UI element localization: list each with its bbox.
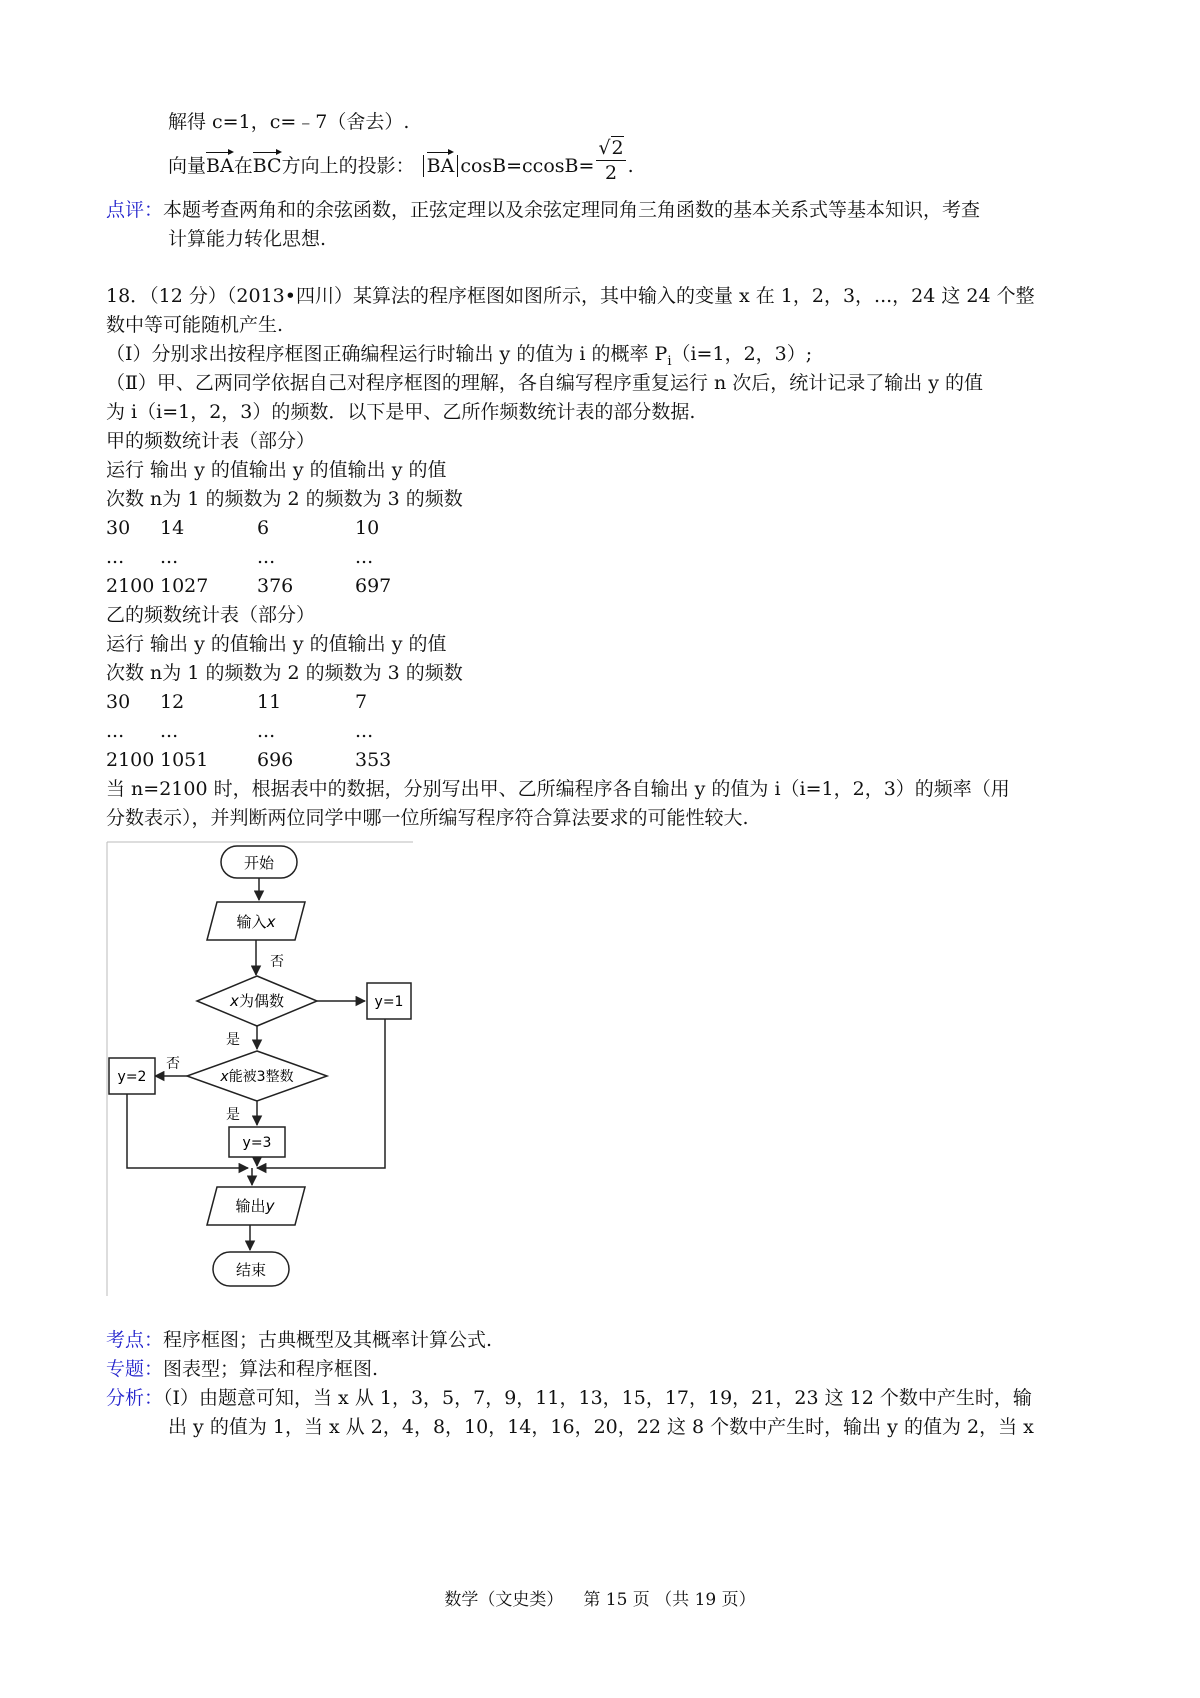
projection-period: . — [627, 155, 634, 177]
projection-line — [168, 136, 634, 185]
table-row-cell: 1027 — [160, 575, 209, 597]
table-row-cell: ... — [257, 546, 276, 568]
sqrt-radicand: 2 — [611, 136, 624, 159]
abs-vector-ba-text: BA — [427, 148, 455, 178]
kaodian-text: 程序框图；古典概型及其概率计算公式. — [163, 1329, 493, 1351]
table-row-cell: 30 — [106, 517, 131, 539]
table-row-cell: 30 — [106, 691, 131, 713]
comment-line-1 — [106, 198, 980, 222]
comment-label: 点评： — [106, 199, 164, 221]
problem-part2-line-2: 为 i（i=1，2，3）的频数．以下是甲、乙所作频数统计表的部分数据. — [106, 401, 696, 423]
table-yi-header-1: 运行 输出 y 的值输出 y 的值输出 y 的值 — [106, 633, 447, 655]
footer-page: 第 15 页 （共 19 页） — [583, 1590, 756, 1610]
table-yi-title: 乙的频数统计表（部分） — [106, 604, 316, 626]
table-row-cell: 697 — [355, 575, 392, 597]
vector-ba: BA — [206, 148, 234, 178]
no-label-left: 否 — [166, 1056, 180, 1072]
table-row-cell: 10 — [355, 517, 380, 539]
table-yi-header-2: 次数 n为 1 的频数为 2 的频数为 3 的频数 — [106, 662, 463, 684]
table-row-cell: 12 — [160, 691, 185, 713]
assign-y2-label: y=2 — [117, 1069, 147, 1085]
table-row-cell: 376 — [257, 575, 294, 597]
kaodian-line — [106, 1328, 492, 1352]
part1-subscript: i — [667, 353, 672, 369]
table-row-cell: 7 — [355, 691, 368, 713]
table-row-cell: ... — [355, 546, 374, 568]
assign-y1-label: y=1 — [374, 994, 404, 1010]
table-row-cell: ... — [355, 720, 374, 742]
zhuanti-label: 专题： — [106, 1358, 164, 1380]
table-row-cell: 2100 — [106, 749, 155, 771]
fraction-denominator: 2 — [604, 161, 618, 184]
table-jia-title: 甲的频数统计表（部分） — [106, 430, 316, 452]
problem-part2-line-1: （Ⅱ）甲、乙两同学依据自己对程序框图的理解，各自编写程序重复运行 n 次后，统计记录了输出 y 的值 — [106, 372, 984, 394]
projection-in: 在 — [233, 155, 253, 177]
table-jia-header-2: 次数 n为 1 的频数为 2 的频数为 3 的频数 — [106, 488, 463, 510]
end-label: 结束 — [235, 1261, 267, 1279]
fenxi-label: 分析： — [106, 1387, 164, 1409]
page-footer — [0, 1588, 1200, 1612]
condition-divisible-3-label: x能被3整数 — [220, 1069, 294, 1085]
table-row-cell: ... — [160, 720, 179, 742]
table-row-cell: 1051 — [160, 749, 209, 771]
fenxi-text-1: （I）由题意可知，当 x 从 1，3，5，7，9，11，13，15，17，19，21，23 这 12 个数中产生时，输 — [163, 1387, 1032, 1409]
part1-text: （Ⅰ）分别求出按程序框图正确编程运行时输出 y 的值为 i 的概率 P — [106, 343, 668, 365]
table-row-cell: ... — [257, 720, 276, 742]
table-row-cell: ... — [160, 546, 179, 568]
abs-vector-ba — [423, 155, 459, 177]
table-row-cell: 6 — [257, 517, 270, 539]
fenxi-line-2 — [168, 1415, 1034, 1439]
footer-subject: 数学（文史类） — [444, 1590, 564, 1610]
table-row-cell: 14 — [160, 517, 185, 539]
question-line-1: 当 n=2100 时，根据表中的数据，分别写出甲、乙所编程序各自输出 y 的值为 i（i=1，2，3）的频率（用 — [106, 778, 1010, 800]
kaodian-label: 考点： — [106, 1329, 164, 1351]
sqrt-symbol: √2 — [598, 136, 624, 159]
yes-label-mid: 是 — [226, 1032, 240, 1048]
fenxi-line-1 — [106, 1386, 1032, 1410]
table-row-cell: 2100 — [106, 575, 155, 597]
comment-text-2: 计算能力转化思想. — [168, 228, 327, 250]
table-row-cell: ... — [106, 546, 125, 568]
flowchart — [105, 840, 415, 1300]
table-row-cell: 353 — [355, 749, 392, 771]
solution-line-c — [168, 110, 409, 134]
table-row-cell: 11 — [257, 691, 282, 713]
comment-line-2 — [168, 227, 326, 251]
start-label: 开始 — [243, 854, 275, 872]
solved-text: 解得 c=1，c=﹣7（舍去）. — [168, 111, 410, 133]
problem-line-1: 18．（12 分）（2013•四川）某算法的程序框图如图所示，其中输入的变量 x 在 1，2，3，...，24 这 24 个整 — [106, 285, 1035, 307]
projection-suffix: 方向上的投影： — [281, 155, 415, 177]
output-label: 输出y — [235, 1197, 275, 1215]
projection-expression: cosB=ccosB= — [460, 155, 595, 177]
assign-y3-label: y=3 — [242, 1135, 272, 1151]
table-row-cell: 696 — [257, 749, 294, 771]
no-label-top: 否 — [270, 954, 284, 970]
question-line-2: 分数表示），并判断两位同学中哪一位所编写程序符合算法要求的可能性较大. — [106, 807, 749, 829]
problem-line-2: 数中等可能随机产生. — [106, 314, 284, 336]
projection-label: 向量 — [168, 155, 207, 177]
table-row-cell: ... — [106, 720, 125, 742]
input-label: 输入x — [236, 913, 276, 931]
fenxi-text-2: 出 y 的值为 1，当 x 从 2，4，8，10，14，16，20，22 这 8 个数中产生时，输出 y 的值为 2，当 x — [168, 1416, 1034, 1438]
table-jia-header-1: 运行 输出 y 的值输出 y 的值输出 y 的值 — [106, 459, 447, 481]
condition-even-label: x为偶数 — [230, 992, 284, 1010]
zhuanti-text: 图表型；算法和程序框图. — [163, 1358, 379, 1380]
vector-bc: BC — [253, 148, 282, 178]
zhuanti-line — [106, 1357, 378, 1381]
part1-tail: （i=1，2，3）; — [671, 343, 813, 365]
yes-label-low: 是 — [226, 1107, 240, 1123]
sqrt2-over-2 — [596, 136, 625, 185]
comment-text-1: 本题考查两角和的余弦函数，正弦定理以及余弦定理同角三角函数的基本关系式等基本知识，考查 — [163, 199, 981, 221]
problem-part1 — [106, 342, 812, 374]
